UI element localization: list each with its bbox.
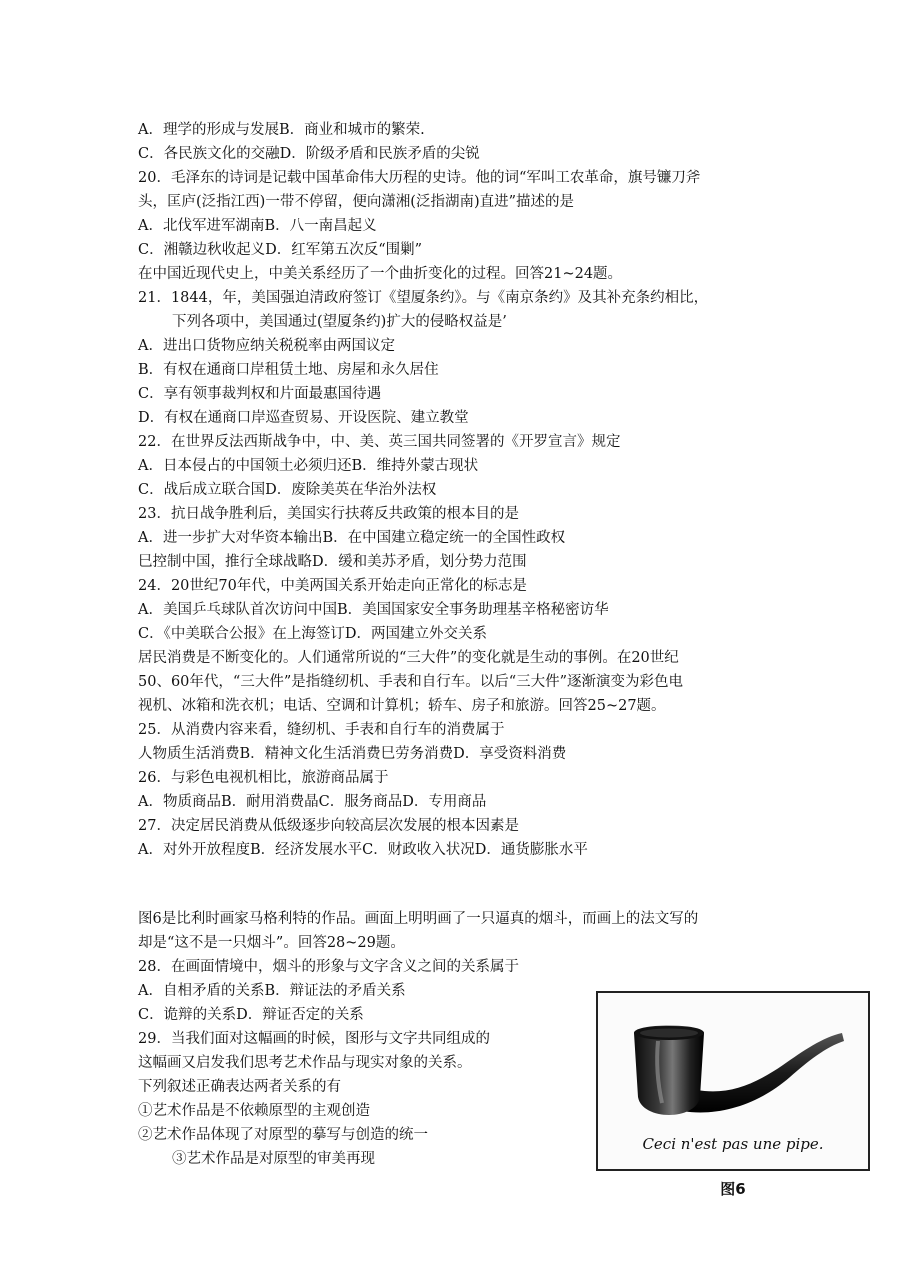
text-line: 这幅画又启发我们思考艺术作品与现实对象的关系。	[138, 1055, 472, 1071]
text-line: C．《中美联合公报》在上海签订D．两国建立外交关系	[138, 626, 487, 642]
section-intro-28-29: 图6是比利时画家马格利特的作品。画面上明明画了一只逼真的烟斗，而画上的法文写的	[138, 911, 699, 927]
text-line: A．理学的形成与发展B．商业和城市的繁荣.	[138, 122, 425, 138]
text-line: A．美国乒乓球队首次访问中国B．美国国家安全事务助理基辛格秘密访华	[138, 602, 609, 618]
text-line: C．享有领事裁判权和片面最惠国待遇	[138, 386, 382, 402]
question-24-stem: 24．20世纪70年代，中美两国关系开始走向正常化的标志是	[138, 578, 527, 594]
text-line: A．物质商品B．耐用消费晶C．服务商品D．专用商品	[138, 794, 487, 810]
text-line: A．对外开放程度B．经济发展水平C．财政收入状况D．通货膨胀水平	[138, 842, 588, 858]
text-line: 巳控制中国，推行全球战略D．缓和美苏矛盾，划分势力范围	[138, 554, 527, 570]
text-line: ②艺术作品体现了对原型的摹写与创造的统一	[138, 1127, 428, 1143]
text-line: B．有权在通商口岸租赁土地、房屋和永久居住	[138, 362, 439, 378]
question-20-stem: 20．毛泽东的诗词是记载中国革命伟大历程的史诗。他的词“军叫工农革命，旗号镰刀斧	[138, 170, 701, 186]
question-23-stem: 23．抗日战争胜利后，美国实行扶蒋反共政策的根本目的是	[138, 506, 519, 522]
section-intro-25-27: 居民消费是不断变化的。人们通常所说的“三大件”的变化就是生动的事例。在20世纪	[138, 650, 679, 666]
text-line: 视机、冰箱和洗衣机；电话、空调和计算机；轿车、房子和旅游。回答25~27题。	[138, 698, 666, 714]
text-line: A．进出口货物应纳关税税率由两国议定	[138, 338, 395, 354]
text-line: 人物质生活消费B．精神文化生活消费巳劳务消费D．享受资料消费	[138, 746, 567, 762]
question-25-stem: 25．从消费内容来看，缝纫机、手表和自行车的消费属于	[138, 722, 505, 738]
text-line: 下列叙述正确表达两者关系的有	[138, 1079, 341, 1095]
text-line: A．北伐军进军湖南B．八一南昌起义	[138, 218, 377, 234]
text-line: 却是“这不是一只烟斗”。回答28~29题。	[138, 935, 405, 951]
text-line: A．自相矛盾的关系B．辩证法的矛盾关系	[138, 983, 406, 999]
text-line: 50、60年代，“三大件”是指缝纫机、手表和自行车。以后“三大件”逐渐演变为彩色电	[138, 674, 684, 690]
text-line: ③艺术作品是对原型的审美再现	[172, 1151, 375, 1167]
question-29-stem: 29．当我们面对这幅画的时候，图形与文字共同组成的	[138, 1031, 490, 1047]
painting-inscription: Ceci n'est pas une pipe.	[642, 1135, 824, 1153]
text-line: C．战后成立联合国D．废除美英在华治外法权	[138, 482, 437, 498]
text-line: C．湘赣边秋收起义D．红军第五次反“围剿”	[138, 242, 423, 258]
question-22-stem: 22．在世界反法西斯战争中，中、美、英三国共同签署的《开罗宣言》规定	[138, 434, 621, 450]
question-27-stem: 27．决定居民消费从低级逐步向较高层次发展的根本因素是	[138, 818, 519, 834]
pipe-painting-figure	[596, 991, 870, 1171]
text-line: A．进一步扩大对华资本输出B．在中国建立稳定统一的全国性政权	[138, 530, 566, 546]
text-line: C．诡辩的关系D．辩证否定的关系	[138, 1007, 364, 1023]
section-intro-21-24: 在中国近现代史上，中美关系经历了一个曲折变化的过程。回答21~24题。	[138, 266, 623, 282]
text-line: 头，匡庐(泛指江西)一带不停留，便向潇湘(泛指湖南)直进”描述的是	[138, 194, 575, 210]
text-line: 下列各项中，美国通过(望厦条约)扩大的侵略权益是’	[172, 314, 507, 330]
question-26-stem: 26．与彩色电视机相比，旅游商品属于	[138, 770, 389, 786]
text-line: A．日本侵占的中国领土必须归还B．维持外蒙古现状	[138, 458, 479, 474]
question-28-stem: 28．在画面情境中，烟斗的形象与文字含义之间的关系属于	[138, 959, 519, 975]
text-line: C．各民族文化的交融D．阶级矛盾和民族矛盾的尖锐	[138, 146, 480, 162]
text-line: D．有权在通商口岸巡查贸易、开设医院、建立教堂	[138, 410, 469, 426]
figure-caption: 图6	[720, 1180, 746, 1198]
text-line: ①艺术作品是不依赖原型的主观创造	[138, 1103, 370, 1119]
question-21-stem: 21．1844，年，美国强迫清政府签订《望厦条约》。与《南京条约》及其补充条约相比，	[138, 290, 709, 306]
